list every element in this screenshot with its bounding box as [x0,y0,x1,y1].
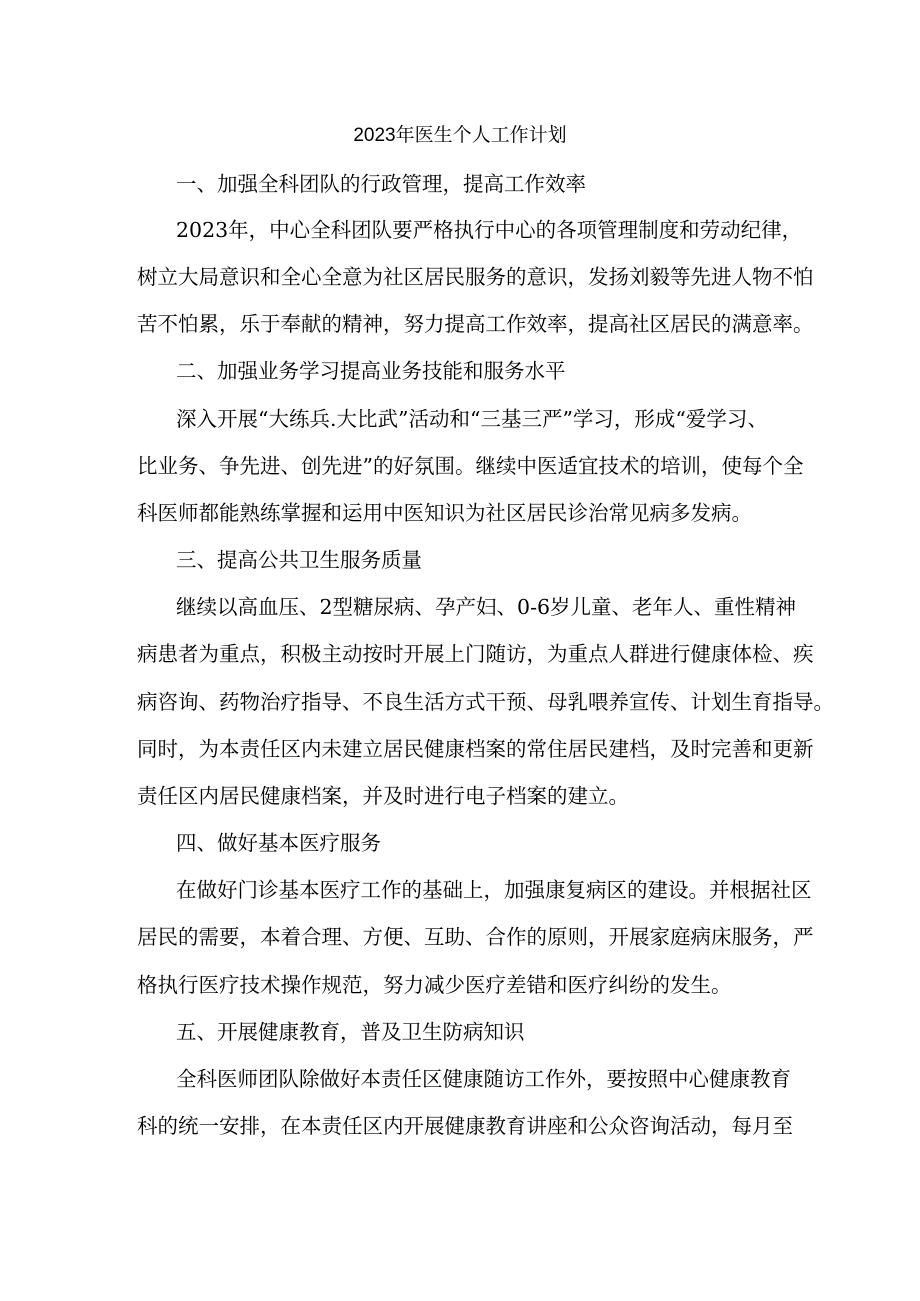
section-heading-2: 二、加强业务学习提高业务技能和服务水平 [176,359,566,383]
paragraph-line: 在做好门诊基本医疗工作的基础上，加强康复病区的建设。并根据社区 [176,878,812,902]
paragraph-line: 2023年，中心全科团队要严格执行中心的各项管理制度和劳动纪律， [176,218,803,242]
paragraph-line: 继续以高血压、2型糖尿病、孕产妇、0-6岁儿童、老年人、重性精神 [176,595,797,619]
paragraph-line: 全科医师团队除做好本责任区健康随访工作外，要按照中心健康教育 [176,1067,791,1091]
document-title: 2023年医生个人工作计划 [353,125,567,146]
paragraph-line: 树立大局意识和全心全意为社区居民服务的意识，发扬刘毅等先进人物不怕 [137,265,814,289]
paragraph-line: 同时，为本责任区内未建立居民健康档案的常住居民建档，及时完善和更新 [137,737,814,761]
paragraph-line: 病咨询、药物治疗指导、不良生活方式干预、母乳喂养宣传、计划生育指导。 [137,690,834,714]
paragraph-line: 格执行医疗技术操作规范，努力减少医疗差错和医疗纠纷的发生。 [137,973,732,997]
section-heading-4: 四、做好基本医疗服务 [176,831,381,855]
section-heading-1: 一、加强全科团队的行政管理，提高工作效率 [176,172,586,196]
paragraph-line: 病患者为重点，积极主动按时开展上门随访，为重点人群进行健康体检、疾 [137,642,814,666]
paragraph-line: 比业务、争先进、创先进”的好氛围。继续中医适宜技术的培训，使每个全 [137,454,804,478]
paragraph-line: 科的统一安排，在本责任区内开展健康教育讲座和公众咨询活动，每月至 [137,1114,793,1138]
paragraph-line: 科医师都能熟练掌握和运用中医知识为社区居民诊治常见病多发病。 [137,501,752,525]
paragraph-line: 苦不怕累，乐于奉献的精神，努力提高工作效率，提高社区居民的满意率。 [137,312,814,336]
section-heading-5: 五、开展健康教育，普及卫生防病知识 [176,1020,525,1044]
section-heading-3: 三、提高公共卫生服务质量 [176,548,422,572]
paragraph-line: 深入开展“大练兵.大比武”活动和“三基三严”学习，形成“爱学习、 [176,407,768,431]
paragraph-line: 居民的需要，本着合理、方便、互助、合作的原则，开展家庭病床服务，严 [137,925,814,949]
paragraph-line: 责任区内居民健康档案，并及时进行电子档案的建立。 [137,784,629,808]
